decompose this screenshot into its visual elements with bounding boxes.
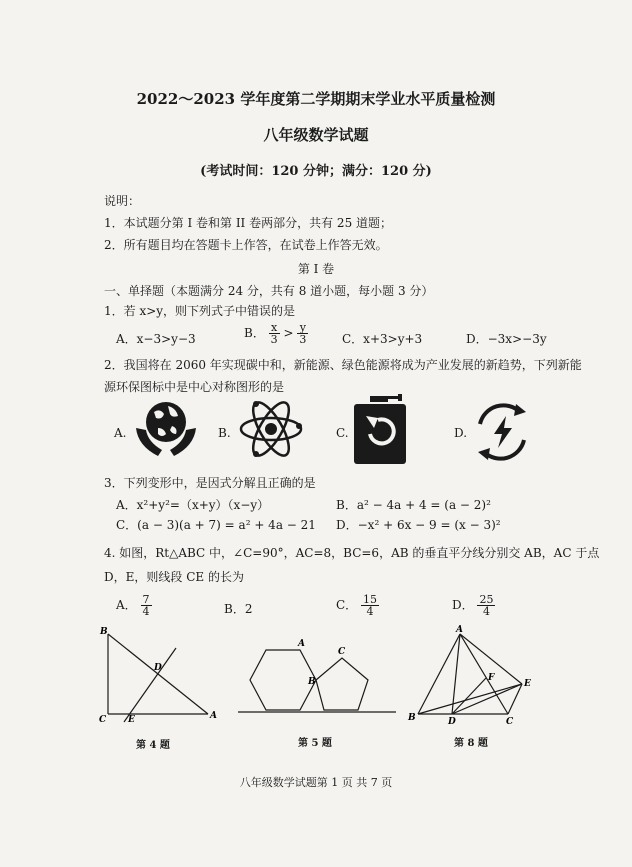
label-b: B	[100, 627, 108, 637]
q2-label-b: B.	[218, 426, 231, 440]
label-c: C	[506, 717, 514, 726]
q1-option-b-op: >	[283, 326, 294, 340]
label-a: A	[298, 639, 305, 649]
page-footer: 八年级数学试题第 1 页 共 7 页	[239, 776, 393, 789]
label-e: E	[128, 715, 135, 725]
q4-option-c-label: C．	[336, 598, 358, 612]
atom-icon	[236, 396, 306, 462]
figure-4-caption: 第 4 题	[136, 740, 170, 751]
label-d: D	[154, 663, 162, 673]
q3-option-b: B．a² − 4a + 4 = (a − 2)²	[336, 498, 491, 512]
figure-5-caption: 第 5 题	[298, 738, 332, 749]
q4-option-d-label: D．	[452, 598, 474, 612]
q2-label-c: C.	[336, 426, 349, 440]
q2-stem-line1: 2．我国将在 2060 年实现碳中和，新能源、绿色能源将成为产业发展的新趋势，下列新能	[104, 358, 582, 372]
frac-num: 7	[142, 593, 150, 606]
frac-num: 25	[479, 593, 494, 606]
label-c: C	[338, 647, 346, 657]
pentagon-shape	[316, 658, 368, 710]
q1-option-a: A．x−3>y−3	[116, 332, 196, 346]
figure-5-diagram	[232, 632, 402, 722]
q4-option-d-frac	[477, 594, 495, 617]
frac-num: x	[269, 322, 280, 334]
note-item-1: 1．本试题分第 I 卷和第 II 卷两部分，共有 25 道题；	[104, 216, 393, 230]
q4-option-c-frac	[361, 594, 379, 617]
hexagon-shape	[250, 650, 316, 710]
q4-option-a-label: A．	[116, 598, 137, 612]
label-a: A	[210, 711, 217, 721]
q1-option-b	[244, 322, 308, 345]
frac-den: 4	[366, 605, 374, 618]
q1-stem: 1．若 x>y，则下列式子中错误的是	[104, 304, 296, 318]
q2-label-d: D.	[454, 426, 468, 440]
frac-num: 15	[363, 593, 378, 606]
q4-stem-line2: D，E，则线段 CE 的长为	[104, 570, 244, 584]
q4-stem-line1: 4. 如图，Rt△ABC 中，∠C=90°，AC=8，BC=6，AB 的垂直平分线分别交 AB，AC 于点	[104, 546, 600, 560]
segment-be	[418, 684, 522, 714]
q1-option-b-label: B．	[244, 326, 265, 340]
label-b: B	[308, 677, 316, 687]
exam-info: (考试时间：120 分钟；满分：120 分)	[200, 164, 432, 179]
frac-den: 3	[270, 333, 278, 346]
q4-option-a	[116, 594, 152, 617]
label-f: F	[488, 673, 495, 683]
frac-den: 4	[142, 605, 150, 618]
label-e: E	[524, 679, 531, 689]
q4-option-a-frac	[141, 594, 152, 617]
frac-den: 4	[482, 605, 490, 618]
q1-option-b-frac2	[297, 322, 308, 345]
segment-de	[452, 684, 522, 714]
exam-title: 2022～2023 学年度第二学期期末学业水平质量检测	[136, 90, 496, 108]
figure-4-diagram	[96, 626, 226, 726]
renewable-energy-icon	[470, 400, 534, 464]
q2-stem-line2: 源环保图标中是中心对称图形的是	[104, 380, 285, 394]
figure-8-diagram	[406, 622, 536, 726]
label-b: B	[408, 713, 416, 723]
section1-heading: 一、单择题（本题满分 24 分，共有 8 道小题，每小题 3 分）	[104, 284, 434, 298]
q4-option-d	[452, 594, 495, 617]
frac-num: y	[297, 322, 308, 334]
segment-ac	[460, 634, 508, 714]
perpendicular-bisector-line	[124, 648, 176, 722]
note-item-2: 2．所有题目均在答题卡上作答，在试卷上作答无效。	[104, 238, 388, 252]
figure-8-caption: 第 8 题	[454, 738, 488, 749]
q4-option-b: B．2	[224, 602, 253, 616]
q3-option-a: A．x²+y²=（x+y）（x−y）	[116, 498, 270, 512]
q3-option-d: D．−x² + 6x − 9 = (x − 3)²	[336, 518, 501, 532]
q3-stem: 3．下列变形中，是因式分解且正确的是	[104, 476, 316, 490]
q1-option-c: C．x+3>y+3	[342, 332, 423, 346]
q1-option-d: D．−3x>−3y	[466, 332, 547, 346]
label-c: C	[99, 715, 107, 725]
globe-in-hands-icon	[132, 398, 200, 460]
q3-option-c: C．(a − 3)(a + 7) = a² + 4a − 21	[116, 518, 316, 532]
exam-subtitle: 八年级数学试题	[263, 126, 369, 144]
recycle-bin-icon	[352, 394, 410, 466]
volume-label: 第 I 卷	[297, 262, 335, 276]
notes-heading: 说明：	[104, 194, 141, 208]
label-d: D	[448, 717, 456, 726]
label-a: A	[456, 625, 463, 635]
frac-den: 3	[299, 333, 307, 346]
q4-option-c	[336, 594, 379, 617]
q2-label-a: A.	[114, 426, 127, 440]
q1-option-b-frac1	[269, 322, 280, 345]
